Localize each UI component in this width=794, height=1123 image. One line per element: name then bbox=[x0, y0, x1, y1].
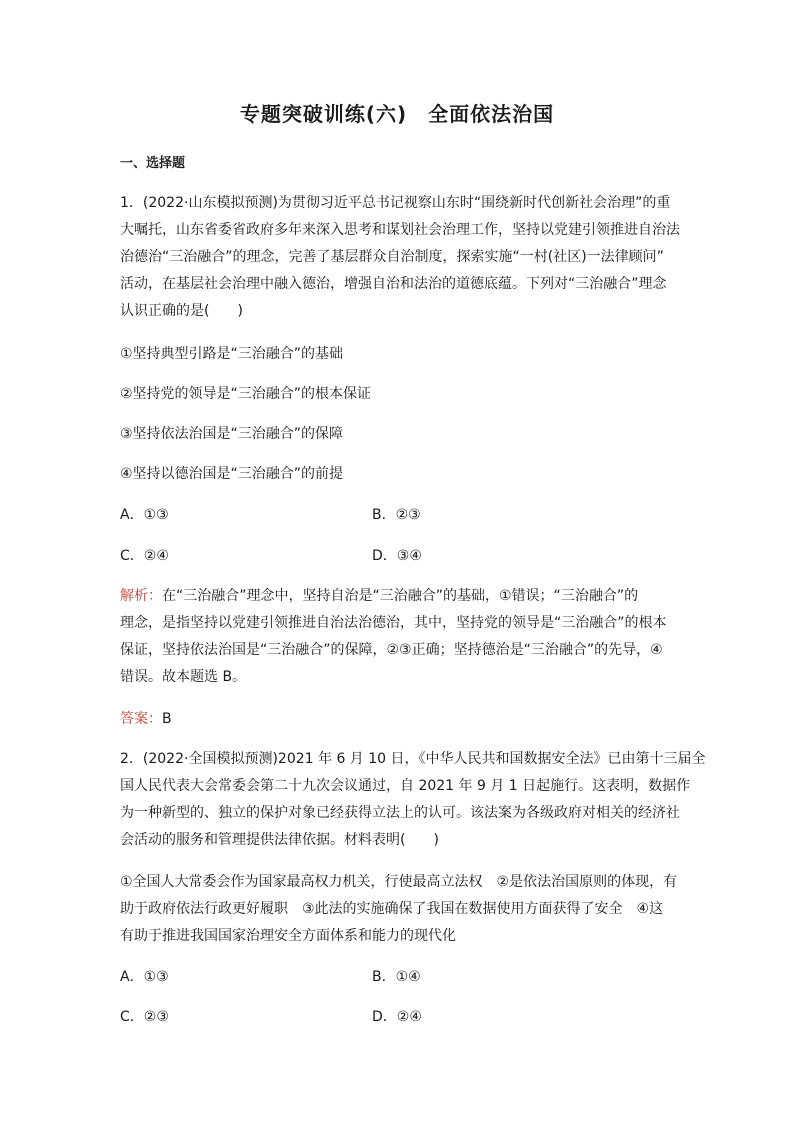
q1-analysis-line: 保证，坚持依法治国是“三治融合”的保障，②③正确；坚持德治是“三治融合”的先导，④ bbox=[120, 642, 663, 658]
q2-option-a[interactable]: A．①③ bbox=[120, 969, 169, 985]
q2-stem-line: 2．(2022·全国模拟预测)2021 年 6 月 10 日，《中华人民共和国数据安全法》已由第十三届全 bbox=[120, 751, 706, 767]
q1-answer-line bbox=[120, 708, 700, 728]
q1-item: ③坚持依法治国是“三治融合”的保障 bbox=[120, 426, 344, 442]
q1-stem-line: 活动，在基层社会治理中融入德治，增强自治和法治的道德底蕴。下列对“三治融合”理念 bbox=[120, 276, 667, 292]
q2-item-line: ①全国人大常委会作为国家最高权力机关，行使最高立法权 ②是依法治国原则的体现，有 bbox=[120, 874, 678, 890]
q1-option-b[interactable]: B．②③ bbox=[372, 507, 421, 523]
answer-label: 答案： bbox=[120, 711, 162, 727]
q1-stem-line: 大嘱托，山东省委省政府多年来深入思考和谋划社会治理工作，坚持以党建引领推进自治法 bbox=[120, 222, 680, 238]
q1-item: ①坚持典型引路是“三治融合”的基础 bbox=[120, 346, 344, 362]
q1-analysis-line bbox=[120, 585, 700, 605]
q1-answer-value: B bbox=[162, 711, 172, 727]
q2-stem-line: 国人民代表大会常委会第二十九次会议通过，自 2021 年 9 月 1 日起施行。这表明，数据作 bbox=[120, 778, 691, 794]
q2-stem-line: 会活动的服务和管理提供法律依据。材料表明( ) bbox=[120, 832, 439, 848]
q1-analysis-line: 错误。故本题选 B。 bbox=[120, 669, 247, 685]
q1-analysis-line: 理念，是指坚持以党建引领推进自治法治德治，其中，坚持党的领导是“三治融合”的根本 bbox=[120, 615, 667, 631]
page-title: 专题突破训练(六) 全面依法治国 bbox=[239, 102, 555, 126]
analysis-label: 解析： bbox=[120, 588, 162, 604]
q1-item: ④坚持以德治国是“三治融合”的前提 bbox=[120, 466, 344, 482]
q1-stem-line: 治德治“三治融合”的理念，完善了基层群众自治制度，探索实施“一村(社区)一法律顾问” bbox=[120, 249, 664, 265]
q1-analysis-text: 在“三治融合”理念中，坚持自治是“三治融合”的基础，①错误；“三治融合”的 bbox=[162, 588, 639, 604]
q1-option-a[interactable]: A．①③ bbox=[120, 507, 169, 523]
q2-stem-line: 为一种新型的、独立的保护对象已经获得立法上的认可。该法案为各级政府对相关的经济社 bbox=[120, 805, 680, 821]
section-heading: 一、选择题 bbox=[120, 156, 186, 171]
q2-option-d[interactable]: D．②④ bbox=[372, 1009, 422, 1025]
q1-option-d[interactable]: D．③④ bbox=[372, 548, 422, 564]
q2-option-c[interactable]: C．②③ bbox=[120, 1009, 169, 1025]
q1-item: ②坚持党的领导是“三治融合”的根本保证 bbox=[120, 386, 372, 402]
q1-stem-line: 1．(2022·山东模拟预测)为贯彻习近平总书记视察山东时“围绕新时代创新社会治理”的重 bbox=[120, 195, 671, 211]
q2-item-line: 助于政府依法行政更好履职 ③此法的实施确保了我国在数据使用方面获得了安全 ④这 bbox=[120, 901, 664, 917]
q2-item-line: 有助于推进我国国家治理安全方面体系和能力的现代化 bbox=[120, 928, 456, 944]
q1-stem-line: 认识正确的是( ) bbox=[120, 303, 243, 319]
q1-option-c[interactable]: C．②④ bbox=[120, 548, 169, 564]
q2-option-b[interactable]: B．①④ bbox=[372, 969, 421, 985]
